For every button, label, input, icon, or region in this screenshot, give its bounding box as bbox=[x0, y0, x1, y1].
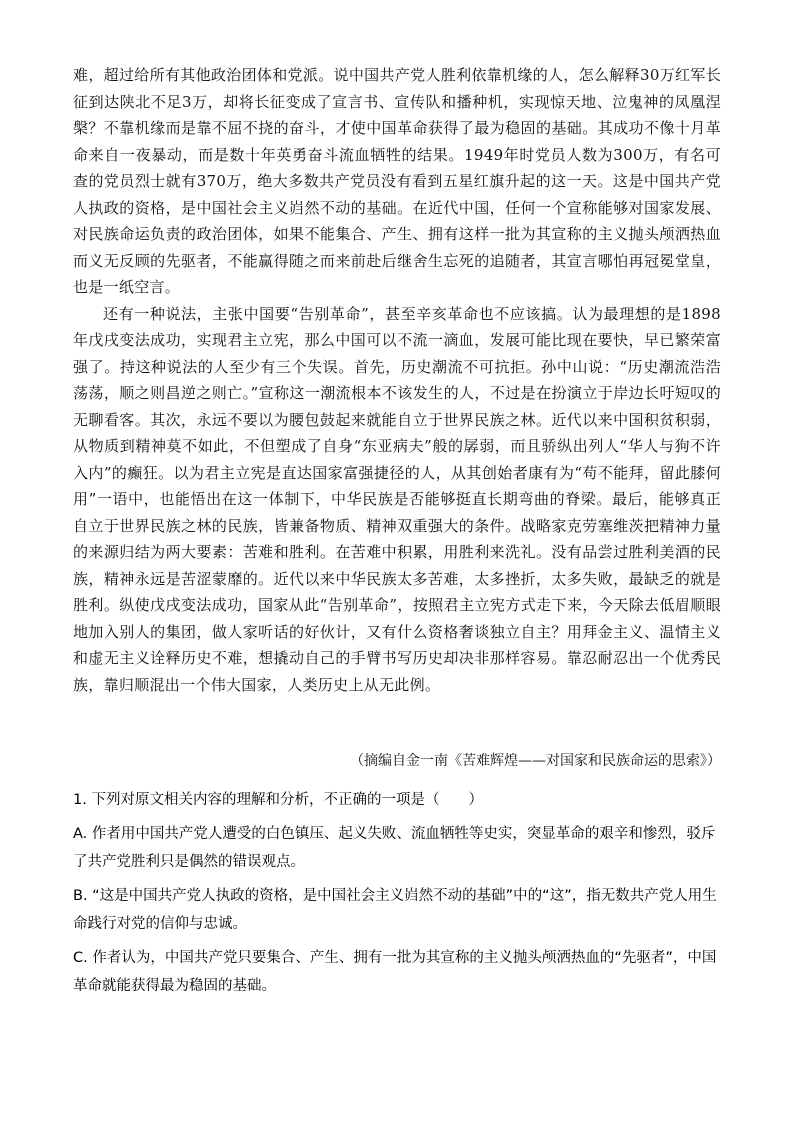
option-c: C. 作者认为，中国共产党只要集合、产生、拥有一批为其宣称的主义抛头颅洒热血的“先驱者”，中国革命就能获得最为稳固的基础。 bbox=[73, 950, 717, 994]
passage-source: （摘编自金一南《苦难辉煌——对国家和民族命运的思索》） bbox=[350, 753, 721, 769]
option-a: A. 作者用中国共产党人遭受的白色镇压、起义失败、流血牺牲等史实，突显革命的艰辛和惨烈，驳斥了共产党胜利只是偶然的错误观点。 bbox=[73, 826, 716, 870]
question-block bbox=[73, 786, 721, 1006]
passage-paragraph-1: 难，超过给所有其他政治团体和党派。说中国共产党人胜利依靠机缘的人，怎么解释30万红军长征到达陕北不足3万，却将长征变成了宣言书、宣传队和播种机，实现惊天地、泣鬼神的凤凰涅槃？不靠机缘而是靠不屈不挠的奋斗，才使中国革命获得了最为稳固的基础。其成功不像十月革命来自一夜暴动，而是数十年英勇奋斗流血牺牲的结果。1949年时党员人数为300万，有名可查的党员烈士就有370万，绝大多数共产党员没有看到五星红旗升起的这一天。这是中国共产党人执政的资格，是中国社会主义岿然不动的基础。在近代中国，任何一个宣称能够对国家发展、对民族命运负责的政治团体，如果不能集合、产生、拥有这样一批为其宣称的主义抛头颅洒热血而义无反顾的先驱者，不能赢得随之而来前赴后继舍生忘死的追随者，其宣言哪怕再冠冕堂皇，也是一纸空言。 bbox=[73, 66, 721, 296]
reading-passage bbox=[73, 62, 721, 698]
passage-paragraph-2: 还有一种说法，主张中国要“告别革命”，甚至辛亥革命也不应该搞。认为最理想的是1898年戊戌变法成功，实现君主立宪，那么中国可以不流一滴血，发展可能比现在要快，早已繁荣富强了。持这种说法的人至少有三个失误。首先，历史潮流不可抗拒。孙中山说：“历史潮流浩浩荡荡，顺之则昌逆之则亡。”宣称这一潮流根本不该发生的人，不过是在扮演立于岸边长吁短叹的无聊看客。其次，永远不要以为腰包鼓起来就能自立于世界民族之林。近代以来中国积贫积弱，从物质到精神莫不如此，不但塑成了自身“东亚病夫”般的孱弱，而且骄纵出列人“华人与狗不许入内”的癫狂。以为君主立宪是直达国家富强捷径的人，从其创始者康有为“苟不能拜，留此膝何用”一语中，也能悟出在这一体制下，中华民族是否能够挺直长期弯曲的脊梁。最后，能够真正自立于世界民族之林的民族，皆兼备物质、精神双重强大的条件。战略家克劳塞维茨把精神力量的来源归结为两大要素：苦难和胜利。在苦难中积累，用胜利来洗礼。没有品尝过胜利美酒的民族，精神永远是苦涩蒙靡的。近代以来中华民族太多苦难，太多挫折，太多失败，最缺乏的就是胜利。纵使戊戌变法成功，国家从此“告别革命”，按照君主立宪方式走下来，今天除去低眉顺眼地加入别人的集团，做人家听话的好伙计，又有什么资格奢谈独立自主？用拜金主义、温情主义和虚无主义诠释历史不难，想撬动自己的手臂书写历史却决非那样容易。靠忍耐忍出一个优秀民族，靠归顺混出一个伟大国家，人类历史上从无此例。 bbox=[73, 304, 721, 694]
option-b: B. “这是中国共产党人执政的资格，是中国社会主义岿然不动的基础”中的“这”，指无数共产党人用生命践行对党的信仰与忠诚。 bbox=[73, 888, 717, 932]
question-stem: 1. 下列对原文相关内容的理解和分析，不正确的一项是（ ） bbox=[73, 792, 483, 808]
